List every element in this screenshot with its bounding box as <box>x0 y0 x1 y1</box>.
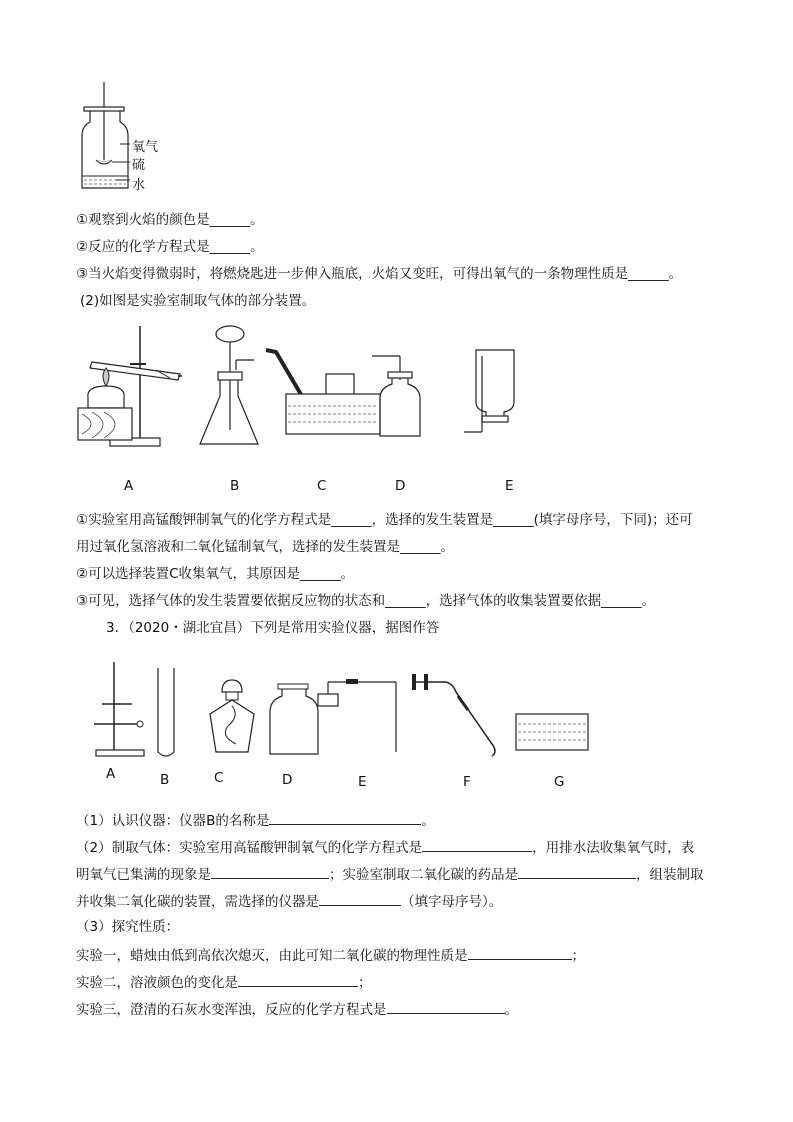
q3-exp1-suffix: ； <box>571 948 585 964</box>
blank-co2-reagents <box>518 864 636 879</box>
fig3-label-F: F <box>463 774 471 790</box>
blank-color-change <box>238 972 358 987</box>
fig3-label-E: E <box>358 774 367 790</box>
fig2-label-D: D <box>395 478 406 494</box>
apparatus-E <box>464 350 514 432</box>
figure-sulfur-combustion <box>76 82 176 194</box>
apparatus-B <box>200 326 258 444</box>
q3-part2-f: 并收集二氧化碳的装置，需选择的仪器是 <box>76 894 319 910</box>
fig3-label-G: G <box>554 774 565 790</box>
label-water: 水 <box>132 178 146 193</box>
fig3-label-D: D <box>282 772 293 788</box>
instrument-D <box>270 684 318 754</box>
q3-part2-g: （填字母序号）。 <box>401 894 503 910</box>
fig2-label-E: E <box>505 478 514 494</box>
apparatus-A <box>78 326 182 446</box>
q-sulfur-3: ③当火焰变得微弱时，将燃烧匙进一步伸入瓶底，火焰又变旺，可得出氧气的一条物理性质是______。 <box>76 266 683 282</box>
instruments-diagram <box>80 656 620 766</box>
part2-q3: ③可见，选择气体的发生装置要依据反应物的状态和______，选择气体的收集装置要依据______。 <box>76 593 656 609</box>
blank-instrument-b-name <box>269 810 421 825</box>
q3-part1 <box>76 810 435 830</box>
blank-co2-physical-property <box>468 945 572 960</box>
q3-exp3 <box>76 999 518 1019</box>
fig2-label-B: B <box>230 478 240 494</box>
q3-exp3-prefix: 实验三，澄清的石灰水变浑浊，反应的化学方程式是 <box>76 1002 387 1018</box>
apparatus-C <box>266 350 380 434</box>
instrument-F <box>412 674 495 756</box>
q3-part2-a: （2）制取气体：实验室用高锰酸钾制氧气的化学方程式是 <box>76 840 423 856</box>
q3-exp2-prefix: 实验二，溶液颜色的变化是 <box>76 975 238 991</box>
q3-part1-suffix: 。 <box>421 813 435 829</box>
blank-full-phenomenon <box>211 864 329 879</box>
fig3-label-A: A <box>106 766 116 782</box>
instrument-E <box>318 679 396 752</box>
q3-part1-prefix: （1）认识仪器：仪器B的名称是 <box>76 813 270 829</box>
q-sulfur-1: ①观察到火焰的颜色是______。 <box>76 212 264 228</box>
q3-exp1-prefix: 实验一，蜡烛由低到高依次熄灭，由此可知二氧化碳的物理性质是 <box>76 948 468 964</box>
blank-instrument-choice <box>319 891 401 906</box>
q3-part2-line1 <box>76 837 694 857</box>
label-oxygen: 氧气 <box>132 140 159 155</box>
instrument-G <box>516 714 588 750</box>
q3-part2-c: 明氧气已集满的现象是 <box>76 867 211 883</box>
figure-apparatus-AE <box>70 320 530 500</box>
fig3-label-B: B <box>160 772 170 788</box>
q3-exp2-suffix: ； <box>358 975 372 991</box>
part2-q1-line1: ①实验室用高锰酸钾制氧气的化学方程式是______，选择的发生装置是______(填字母序号，下同)；还可 <box>76 512 693 528</box>
instrument-B <box>158 668 174 756</box>
blank-kmno4-equation <box>422 837 532 852</box>
fig2-label-A: A <box>124 478 134 494</box>
part2-intro: (2)如图是实验室制取气体的部分装置。 <box>80 293 316 309</box>
q3-part2-e: ，组装制取 <box>636 867 704 883</box>
q3-part2-d: ；实验室制取二氧化碳的药品是 <box>329 867 518 883</box>
figure-instruments-AG <box>80 656 620 766</box>
q3-header: 3．（2020・湖北宜昌）下列是常用实验仪器，据图作答 <box>106 620 440 636</box>
instrument-A <box>94 662 144 756</box>
part2-q2: ②可以选择装置C收集氧气，其原因是______。 <box>76 566 355 582</box>
q3-exp3-suffix: 。 <box>504 1002 518 1018</box>
q3-part2-line3 <box>76 891 502 911</box>
q-sulfur-2: ②反应的化学方程式是______。 <box>76 239 264 255</box>
part2-q1-line2: 用过氧化氢溶液和二氧化锰制氧气，选择的发生装置是______。 <box>76 539 454 555</box>
blank-limewater-equation <box>387 999 505 1014</box>
label-sulfur: 硫 <box>132 158 146 173</box>
q3-exp2 <box>76 972 372 992</box>
q3-part3: （3）探究性质： <box>76 919 180 935</box>
q3-part2-b: ，用排水法收集氧气时，表 <box>532 840 695 856</box>
instrument-C <box>210 680 254 752</box>
fig2-label-C: C <box>317 478 327 494</box>
q3-part2-line2 <box>76 864 704 884</box>
q3-exp1 <box>76 945 585 965</box>
apparatus-diagram <box>70 320 530 500</box>
fig3-label-C: C <box>214 770 224 786</box>
gas-bottle-diagram <box>76 82 176 194</box>
